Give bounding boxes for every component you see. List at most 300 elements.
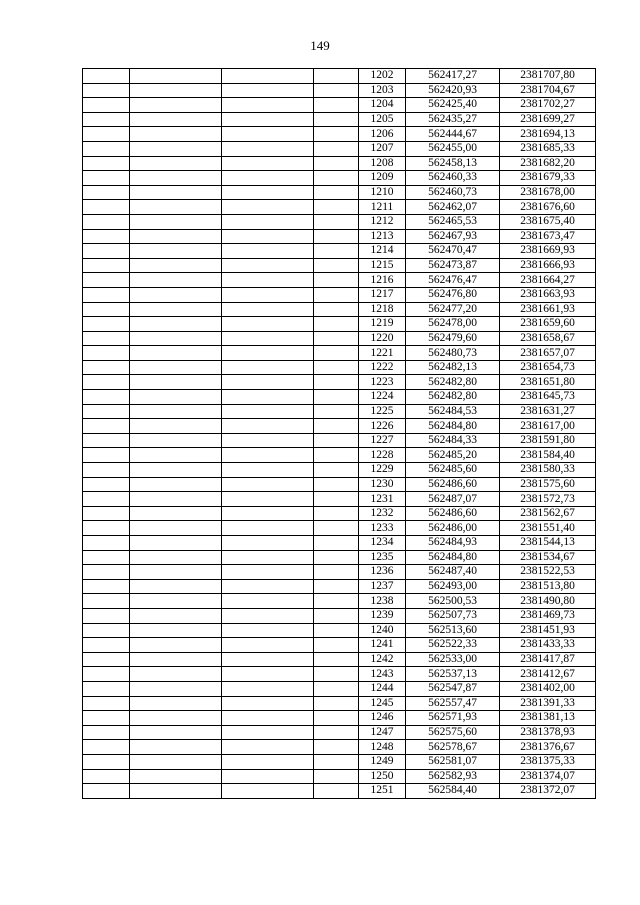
point-number-cell: 1249 <box>359 754 406 769</box>
empty-cell <box>222 112 314 127</box>
table-row <box>83 331 596 346</box>
x-coordinate-cell: 562522,33 <box>406 638 500 653</box>
x-coordinate-cell: 562493,00 <box>406 579 500 594</box>
y-coordinate-cell: 2381617,00 <box>500 419 596 434</box>
x-coordinate-cell: 562578,67 <box>406 740 500 755</box>
table-row <box>83 769 596 784</box>
table-row <box>83 244 596 259</box>
y-coordinate-cell: 2381669,93 <box>500 244 596 259</box>
empty-cell <box>222 287 314 302</box>
table-row <box>83 638 596 653</box>
table-row <box>83 754 596 769</box>
empty-cell <box>83 419 130 434</box>
empty-cell <box>83 404 130 419</box>
empty-cell <box>314 638 359 653</box>
y-coordinate-cell: 2381376,67 <box>500 740 596 755</box>
table-row <box>83 711 596 726</box>
table-row <box>83 141 596 156</box>
y-coordinate-cell: 2381544,13 <box>500 536 596 551</box>
x-coordinate-cell: 562462,07 <box>406 200 500 215</box>
table-row <box>83 258 596 273</box>
empty-cell <box>314 375 359 390</box>
empty-cell <box>130 667 222 682</box>
empty-cell <box>314 565 359 580</box>
point-number-cell: 1244 <box>359 681 406 696</box>
empty-cell <box>83 156 130 171</box>
table-row <box>83 477 596 492</box>
table-row <box>83 492 596 507</box>
x-coordinate-cell: 562479,60 <box>406 331 500 346</box>
empty-cell <box>83 754 130 769</box>
empty-cell <box>83 594 130 609</box>
empty-cell <box>83 725 130 740</box>
x-coordinate-cell: 562460,33 <box>406 171 500 186</box>
empty-cell <box>130 608 222 623</box>
empty-cell <box>314 623 359 638</box>
empty-cell <box>130 346 222 361</box>
y-coordinate-cell: 2381658,67 <box>500 331 596 346</box>
empty-cell <box>83 331 130 346</box>
empty-cell <box>83 229 130 244</box>
point-number-cell: 1233 <box>359 521 406 536</box>
point-number-cell: 1235 <box>359 550 406 565</box>
table-row <box>83 594 596 609</box>
empty-cell <box>222 711 314 726</box>
x-coordinate-cell: 562507,73 <box>406 608 500 623</box>
point-number-cell: 1222 <box>359 360 406 375</box>
empty-cell <box>130 696 222 711</box>
empty-cell <box>83 302 130 317</box>
empty-cell <box>130 244 222 259</box>
empty-cell <box>130 171 222 186</box>
x-coordinate-cell: 562487,07 <box>406 492 500 507</box>
empty-cell <box>83 565 130 580</box>
empty-cell <box>130 404 222 419</box>
x-coordinate-cell: 562486,00 <box>406 521 500 536</box>
y-coordinate-cell: 2381673,47 <box>500 229 596 244</box>
empty-cell <box>314 346 359 361</box>
x-coordinate-cell: 562584,40 <box>406 784 500 799</box>
empty-cell <box>130 287 222 302</box>
empty-cell <box>222 229 314 244</box>
x-coordinate-cell: 562425,40 <box>406 98 500 113</box>
empty-cell <box>222 127 314 142</box>
empty-cell <box>222 725 314 740</box>
table-row <box>83 463 596 478</box>
y-coordinate-cell: 2381391,33 <box>500 696 596 711</box>
y-coordinate-cell: 2381534,67 <box>500 550 596 565</box>
x-coordinate-cell: 562420,93 <box>406 83 500 98</box>
table-row <box>83 200 596 215</box>
y-coordinate-cell: 2381375,33 <box>500 754 596 769</box>
x-coordinate-cell: 562458,13 <box>406 156 500 171</box>
y-coordinate-cell: 2381666,93 <box>500 258 596 273</box>
empty-cell <box>222 652 314 667</box>
table-row <box>83 112 596 127</box>
x-coordinate-cell: 562547,87 <box>406 681 500 696</box>
y-coordinate-cell: 2381402,00 <box>500 681 596 696</box>
table-row <box>83 273 596 288</box>
point-number-cell: 1243 <box>359 667 406 682</box>
empty-cell <box>222 623 314 638</box>
empty-cell <box>314 127 359 142</box>
x-coordinate-cell: 562571,93 <box>406 711 500 726</box>
y-coordinate-cell: 2381580,33 <box>500 463 596 478</box>
x-coordinate-cell: 562486,60 <box>406 506 500 521</box>
table-row <box>83 623 596 638</box>
empty-cell <box>314 608 359 623</box>
empty-cell <box>130 390 222 405</box>
table-row <box>83 652 596 667</box>
x-coordinate-cell: 562484,33 <box>406 433 500 448</box>
point-number-cell: 1212 <box>359 214 406 229</box>
table-row <box>83 69 596 84</box>
x-coordinate-cell: 562484,53 <box>406 404 500 419</box>
empty-cell <box>83 171 130 186</box>
table-row <box>83 550 596 565</box>
empty-cell <box>130 360 222 375</box>
table-row <box>83 740 596 755</box>
y-coordinate-cell: 2381664,27 <box>500 273 596 288</box>
point-number-cell: 1217 <box>359 287 406 302</box>
empty-cell <box>83 258 130 273</box>
empty-cell <box>83 667 130 682</box>
table-row <box>83 127 596 142</box>
empty-cell <box>222 331 314 346</box>
table-row <box>83 390 596 405</box>
table-row <box>83 419 596 434</box>
empty-cell <box>130 536 222 551</box>
empty-cell <box>83 185 130 200</box>
table-row <box>83 156 596 171</box>
table-row <box>83 448 596 463</box>
empty-cell <box>83 740 130 755</box>
empty-cell <box>83 696 130 711</box>
empty-cell <box>130 506 222 521</box>
point-number-cell: 1218 <box>359 302 406 317</box>
empty-cell <box>130 638 222 653</box>
table-row <box>83 317 596 332</box>
empty-cell <box>83 98 130 113</box>
empty-cell <box>130 141 222 156</box>
empty-cell <box>222 477 314 492</box>
empty-cell <box>222 302 314 317</box>
y-coordinate-cell: 2381663,93 <box>500 287 596 302</box>
point-number-cell: 1215 <box>359 258 406 273</box>
empty-cell <box>314 769 359 784</box>
point-number-cell: 1213 <box>359 229 406 244</box>
empty-cell <box>130 594 222 609</box>
empty-cell <box>130 185 222 200</box>
empty-cell <box>130 740 222 755</box>
point-number-cell: 1205 <box>359 112 406 127</box>
table-row <box>83 98 596 113</box>
y-coordinate-cell: 2381522,53 <box>500 565 596 580</box>
table-row <box>83 229 596 244</box>
y-coordinate-cell: 2381490,80 <box>500 594 596 609</box>
table-row <box>83 681 596 696</box>
empty-cell <box>130 112 222 127</box>
empty-cell <box>222 317 314 332</box>
empty-cell <box>314 185 359 200</box>
empty-cell <box>83 127 130 142</box>
empty-cell <box>222 69 314 84</box>
empty-cell <box>83 141 130 156</box>
empty-cell <box>222 360 314 375</box>
y-coordinate-cell: 2381699,27 <box>500 112 596 127</box>
y-coordinate-cell: 2381381,13 <box>500 711 596 726</box>
empty-cell <box>222 83 314 98</box>
point-number-cell: 1209 <box>359 171 406 186</box>
empty-cell <box>130 229 222 244</box>
table-row <box>83 214 596 229</box>
y-coordinate-cell: 2381575,60 <box>500 477 596 492</box>
empty-cell <box>314 258 359 273</box>
empty-cell <box>83 83 130 98</box>
empty-cell <box>222 141 314 156</box>
empty-cell <box>83 433 130 448</box>
x-coordinate-cell: 562575,60 <box>406 725 500 740</box>
empty-cell <box>222 433 314 448</box>
point-number-cell: 1227 <box>359 433 406 448</box>
x-coordinate-cell: 562482,13 <box>406 360 500 375</box>
x-coordinate-cell: 562482,80 <box>406 390 500 405</box>
x-coordinate-cell: 562485,20 <box>406 448 500 463</box>
table-row <box>83 536 596 551</box>
x-coordinate-cell: 562487,40 <box>406 565 500 580</box>
empty-cell <box>314 740 359 755</box>
empty-cell <box>83 360 130 375</box>
page-number: 149 <box>310 38 330 53</box>
empty-cell <box>314 784 359 799</box>
empty-cell <box>314 506 359 521</box>
x-coordinate-cell: 562476,47 <box>406 273 500 288</box>
empty-cell <box>314 463 359 478</box>
x-coordinate-cell: 562557,47 <box>406 696 500 711</box>
empty-cell <box>314 696 359 711</box>
point-number-cell: 1226 <box>359 419 406 434</box>
empty-cell <box>130 331 222 346</box>
point-number-cell: 1206 <box>359 127 406 142</box>
point-number-cell: 1229 <box>359 463 406 478</box>
empty-cell <box>130 69 222 84</box>
empty-cell <box>314 360 359 375</box>
empty-cell <box>83 463 130 478</box>
point-number-cell: 1216 <box>359 273 406 288</box>
x-coordinate-cell: 562470,47 <box>406 244 500 259</box>
empty-cell <box>83 521 130 536</box>
empty-cell <box>314 98 359 113</box>
y-coordinate-cell: 2381661,93 <box>500 302 596 317</box>
empty-cell <box>222 258 314 273</box>
empty-cell <box>222 696 314 711</box>
empty-cell <box>130 433 222 448</box>
point-number-cell: 1211 <box>359 200 406 215</box>
empty-cell <box>314 287 359 302</box>
empty-cell <box>314 229 359 244</box>
y-coordinate-cell: 2381572,73 <box>500 492 596 507</box>
table-row <box>83 287 596 302</box>
y-coordinate-cell: 2381631,27 <box>500 404 596 419</box>
empty-cell <box>222 754 314 769</box>
table-row <box>83 433 596 448</box>
empty-cell <box>83 200 130 215</box>
empty-cell <box>222 98 314 113</box>
x-coordinate-cell: 562435,27 <box>406 112 500 127</box>
empty-cell <box>83 448 130 463</box>
empty-cell <box>130 623 222 638</box>
empty-cell <box>83 652 130 667</box>
empty-cell <box>130 681 222 696</box>
empty-cell <box>314 667 359 682</box>
point-number-cell: 1202 <box>359 69 406 84</box>
empty-cell <box>130 200 222 215</box>
x-coordinate-cell: 562460,73 <box>406 185 500 200</box>
x-coordinate-cell: 562455,00 <box>406 141 500 156</box>
empty-cell <box>222 244 314 259</box>
x-coordinate-cell: 562417,27 <box>406 69 500 84</box>
x-coordinate-cell: 562537,13 <box>406 667 500 682</box>
empty-cell <box>130 98 222 113</box>
empty-cell <box>222 185 314 200</box>
empty-cell <box>314 681 359 696</box>
point-number-cell: 1247 <box>359 725 406 740</box>
empty-cell <box>222 550 314 565</box>
table-row <box>83 185 596 200</box>
empty-cell <box>83 390 130 405</box>
empty-cell <box>130 302 222 317</box>
y-coordinate-cell: 2381704,67 <box>500 83 596 98</box>
empty-cell <box>83 492 130 507</box>
empty-cell <box>130 375 222 390</box>
table-row <box>83 360 596 375</box>
empty-cell <box>314 754 359 769</box>
empty-cell <box>83 287 130 302</box>
empty-cell <box>222 390 314 405</box>
empty-cell <box>314 200 359 215</box>
empty-cell <box>314 550 359 565</box>
point-number-cell: 1224 <box>359 390 406 405</box>
y-coordinate-cell: 2381694,13 <box>500 127 596 142</box>
x-coordinate-cell: 562478,00 <box>406 317 500 332</box>
empty-cell <box>314 652 359 667</box>
empty-cell <box>314 214 359 229</box>
y-coordinate-cell: 2381645,73 <box>500 390 596 405</box>
empty-cell <box>83 608 130 623</box>
point-number-cell: 1228 <box>359 448 406 463</box>
empty-cell <box>222 273 314 288</box>
empty-cell <box>83 69 130 84</box>
empty-cell <box>222 769 314 784</box>
table-row <box>83 565 596 580</box>
empty-cell <box>222 608 314 623</box>
empty-cell <box>222 638 314 653</box>
empty-cell <box>130 550 222 565</box>
empty-cell <box>314 433 359 448</box>
point-number-cell: 1240 <box>359 623 406 638</box>
table-row <box>83 346 596 361</box>
point-number-cell: 1250 <box>359 769 406 784</box>
empty-cell <box>222 171 314 186</box>
table-row <box>83 83 596 98</box>
empty-cell <box>222 681 314 696</box>
point-number-cell: 1208 <box>359 156 406 171</box>
empty-cell <box>83 477 130 492</box>
x-coordinate-cell: 562486,60 <box>406 477 500 492</box>
empty-cell <box>314 390 359 405</box>
point-number-cell: 1225 <box>359 404 406 419</box>
empty-cell <box>314 419 359 434</box>
y-coordinate-cell: 2381682,20 <box>500 156 596 171</box>
x-coordinate-cell: 562484,93 <box>406 536 500 551</box>
table-row <box>83 696 596 711</box>
coordinates-table <box>82 68 596 799</box>
empty-cell <box>83 317 130 332</box>
empty-cell <box>314 404 359 419</box>
y-coordinate-cell: 2381584,40 <box>500 448 596 463</box>
x-coordinate-cell: 562477,20 <box>406 302 500 317</box>
empty-cell <box>222 565 314 580</box>
point-number-cell: 1230 <box>359 477 406 492</box>
empty-cell <box>130 754 222 769</box>
empty-cell <box>222 419 314 434</box>
x-coordinate-cell: 562484,80 <box>406 550 500 565</box>
empty-cell <box>83 638 130 653</box>
x-coordinate-cell: 562484,80 <box>406 419 500 434</box>
x-coordinate-cell: 562513,60 <box>406 623 500 638</box>
point-number-cell: 1219 <box>359 317 406 332</box>
y-coordinate-cell: 2381678,00 <box>500 185 596 200</box>
empty-cell <box>130 711 222 726</box>
empty-cell <box>314 112 359 127</box>
point-number-cell: 1204 <box>359 98 406 113</box>
empty-cell <box>314 492 359 507</box>
y-coordinate-cell: 2381562,67 <box>500 506 596 521</box>
x-coordinate-cell: 562500,53 <box>406 594 500 609</box>
table-row <box>83 506 596 521</box>
empty-cell <box>222 740 314 755</box>
y-coordinate-cell: 2381591,80 <box>500 433 596 448</box>
point-number-cell: 1207 <box>359 141 406 156</box>
table-row <box>83 608 596 623</box>
empty-cell <box>314 141 359 156</box>
point-number-cell: 1245 <box>359 696 406 711</box>
empty-cell <box>130 448 222 463</box>
empty-cell <box>130 521 222 536</box>
table-row <box>83 521 596 536</box>
empty-cell <box>314 725 359 740</box>
empty-cell <box>130 769 222 784</box>
x-coordinate-cell: 562473,87 <box>406 258 500 273</box>
empty-cell <box>83 346 130 361</box>
empty-cell <box>83 273 130 288</box>
y-coordinate-cell: 2381374,07 <box>500 769 596 784</box>
y-coordinate-cell: 2381651,80 <box>500 375 596 390</box>
empty-cell <box>130 725 222 740</box>
empty-cell <box>314 302 359 317</box>
y-coordinate-cell: 2381707,80 <box>500 69 596 84</box>
empty-cell <box>222 200 314 215</box>
empty-cell <box>222 375 314 390</box>
empty-cell <box>314 317 359 332</box>
x-coordinate-cell: 562533,00 <box>406 652 500 667</box>
y-coordinate-cell: 2381679,33 <box>500 171 596 186</box>
table-row <box>83 725 596 740</box>
empty-cell <box>83 784 130 799</box>
empty-cell <box>83 711 130 726</box>
point-number-cell: 1241 <box>359 638 406 653</box>
empty-cell <box>130 565 222 580</box>
